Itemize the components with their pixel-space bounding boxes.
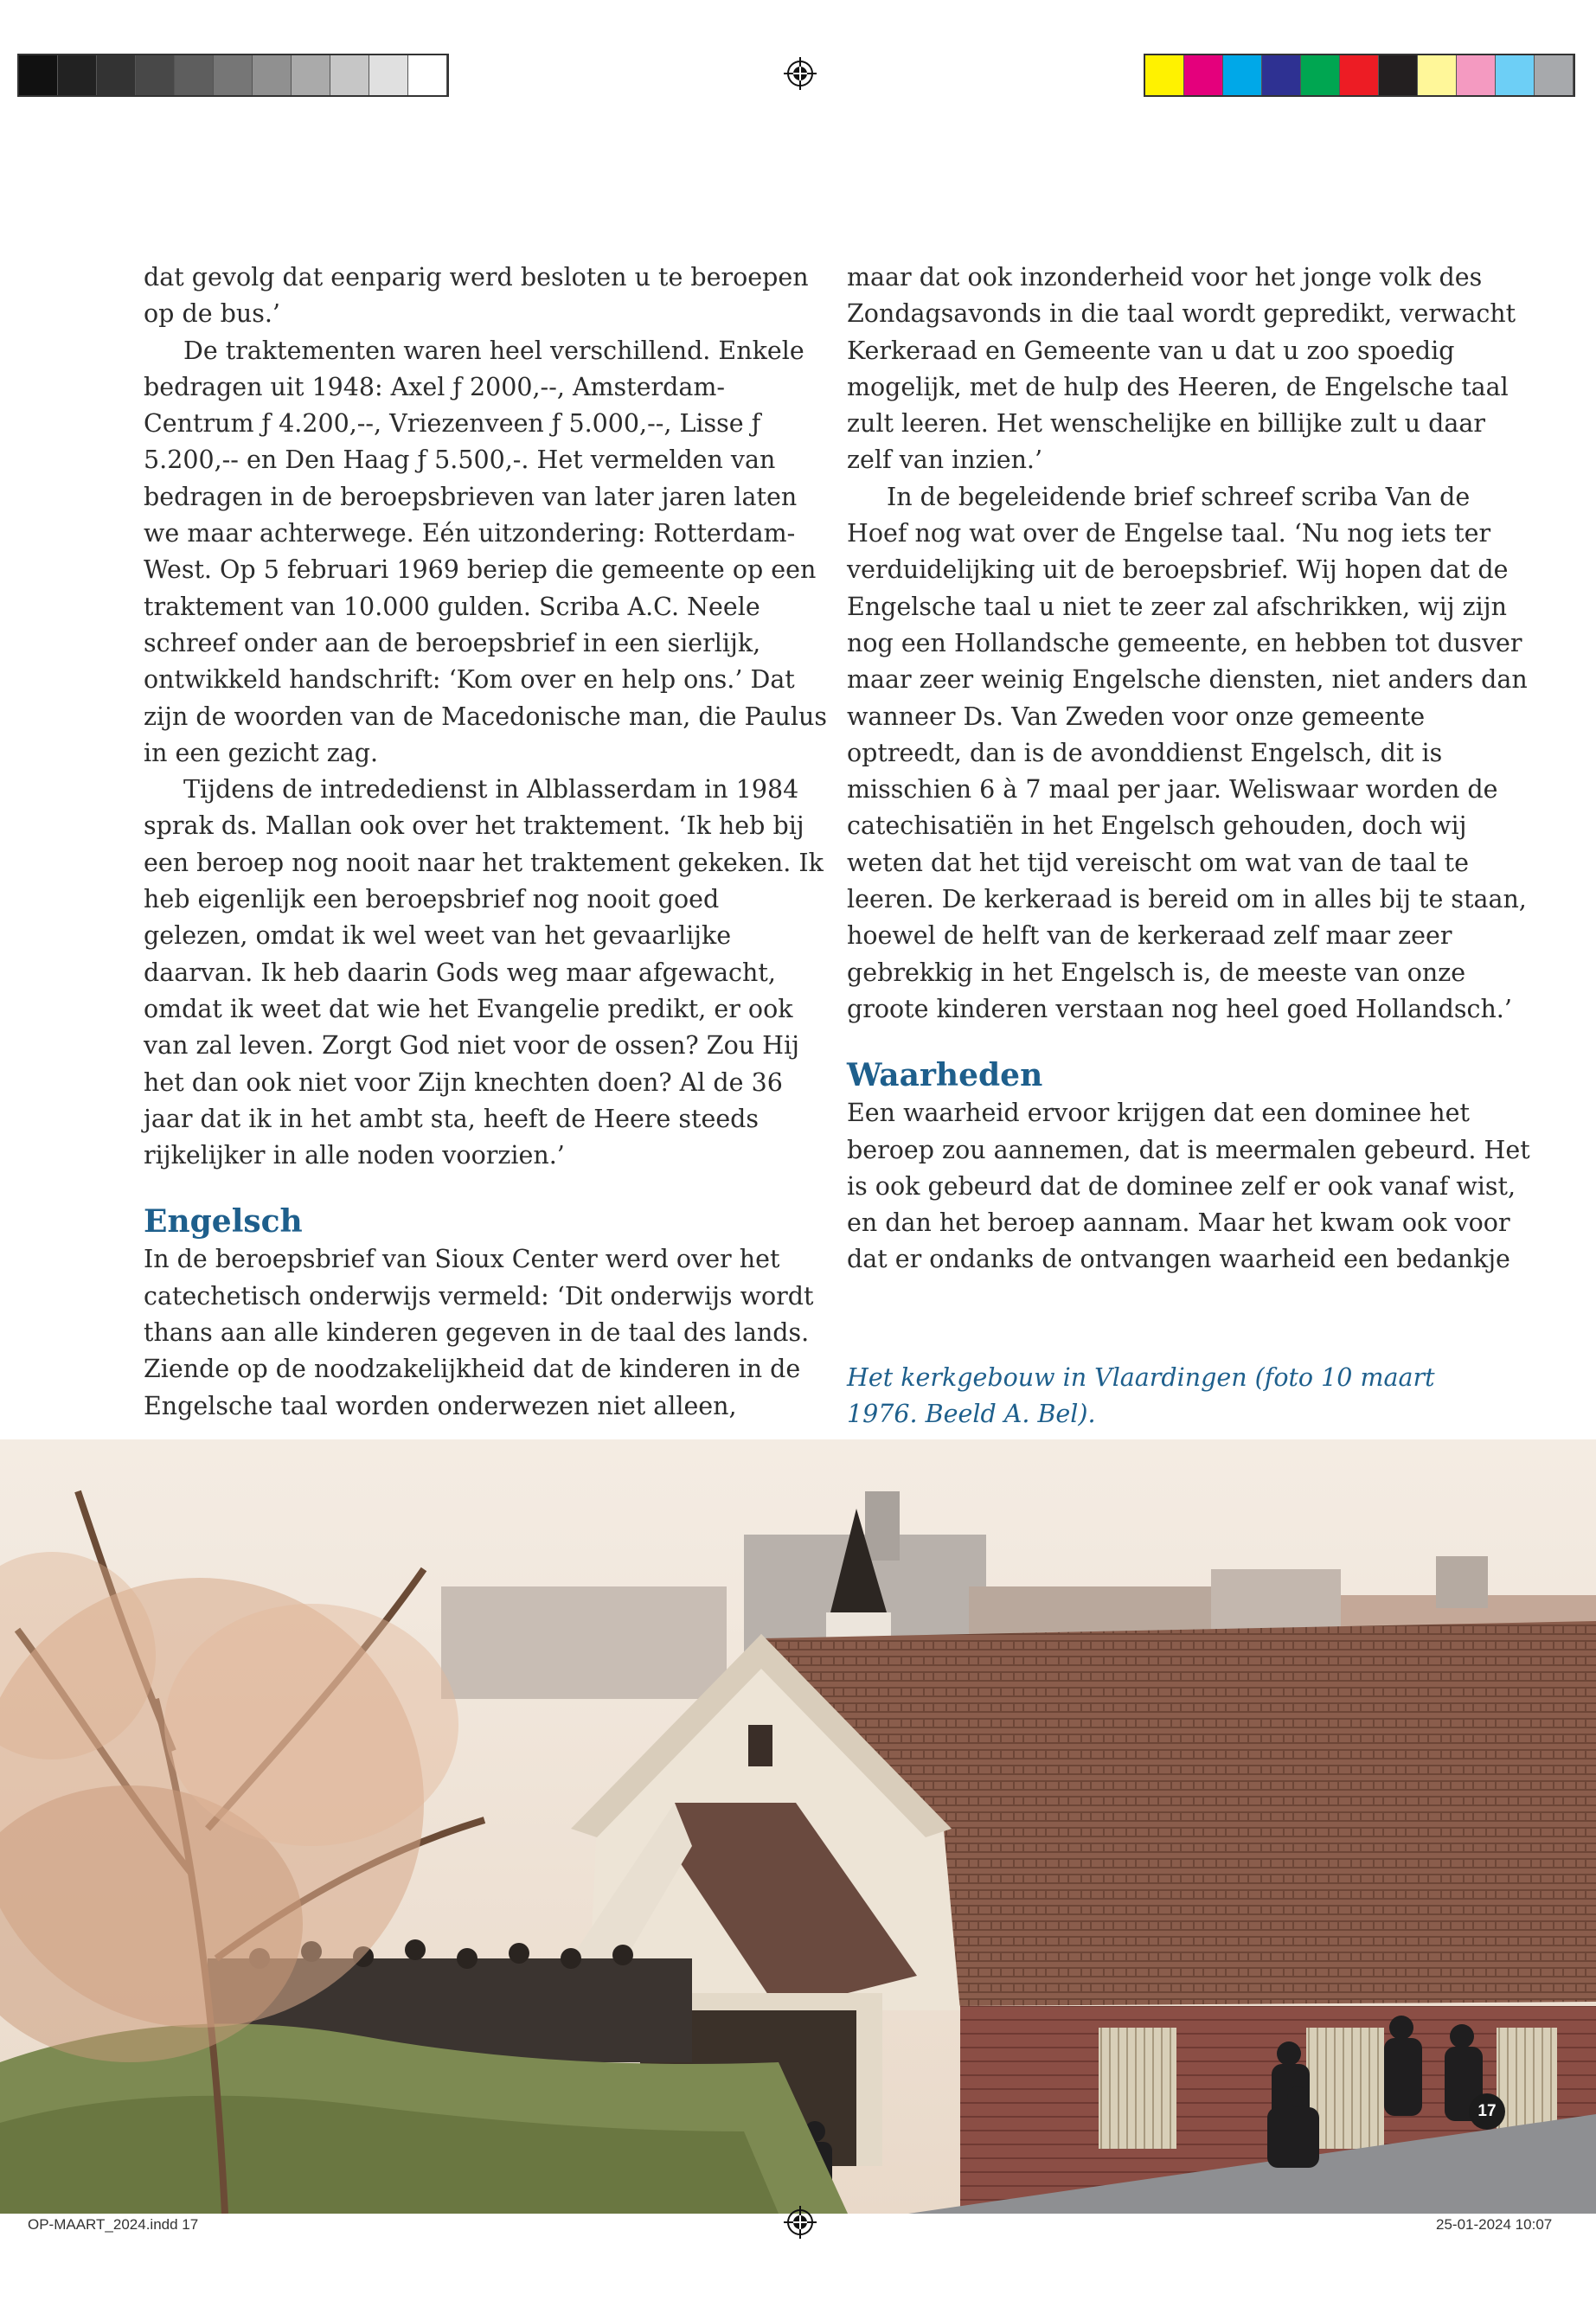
color-swatch — [1496, 55, 1535, 95]
footer-datetime-label: 25-01-2024 10:07 — [1436, 2216, 1553, 2233]
gray-swatch — [292, 55, 330, 95]
color-swatch — [1535, 55, 1574, 95]
gray-swatch — [136, 55, 175, 95]
right-paragraph-2: In de begeleidende brief schreef scriba Van de Hoef nog wat over de Engelse taal. ‘Nu nog iets ter verduidelijking uit de beroepsbrief. Wij hopen dat de Engelsche taal u niet te zeer zal afschrikken, wij zijn nog een Hollandsche gemeente, en hebben tot dusver maar zeer weinig Engelsche diensten, niet anders dan wanneer Ds. Van Zweden voor onze gemeente optreedt, dan is de avonddienst Engelsch, dit is misschien 6 à 7 maal per jaar. Weliswaar worden de catechisatiën in het Engelsch gehouden, doch wij weten dat het tijd vereischt om wat van de taal te leeren. De kerkeraad is bereid om in alles bij te staan, hoewel de helft van de kerkeraad zelf maar zeer gebrekkig in het Engelsch is, de meeste van onze groote kinderen verstaan nog heel goed Hollandsch.’ — [847, 482, 1528, 1023]
gray-swatch — [19, 55, 58, 95]
grayscale-calibration-bar — [17, 54, 449, 97]
right-text-column — [847, 260, 1530, 1279]
color-swatch — [1418, 55, 1457, 95]
page-number-badge: 17 — [1469, 2093, 1505, 2130]
right-paragraph-3: Een waarheid ervoor krijgen dat een dominee het beroep zou aannemen, dat is meermalen gebeurd. Het is ook gebeurd dat de dominee zelf er ook vanaf wist, en dan het beroep aannam. Maar het kwam ook voor dat er ondanks de ontvangen waarheid een bedankje — [847, 1099, 1530, 1274]
footer-file-label: OP-MAART_2024.indd 17 — [28, 2216, 199, 2233]
color-swatch — [1223, 55, 1262, 95]
color-swatch — [1145, 55, 1184, 95]
gray-swatch — [253, 55, 292, 95]
gray-swatch — [58, 55, 97, 95]
color-swatch — [1184, 55, 1223, 95]
section-heading-engelsch: Engelsch — [144, 1203, 303, 1240]
color-swatch — [1301, 55, 1340, 95]
photo-caption: Het kerkgebouw in Vlaardingen (foto 10 maart 1976. Beeld A. Bel). — [847, 1363, 1435, 1428]
color-swatch — [1457, 55, 1496, 95]
left-paragraph-3: Tijdens de intrededienst in Alblasserdam in 1984 sprak ds. Mallan ook over het traktement. ‘Ik heb bij een beroep nog nooit naar het traktement gekeken. Ik heb eigenlijk een beroepsbrief nog nooit goed gelezen, omdat ik wel weet van het gevaarlijke daarvan. Ik heb daarin Gods weg maar afgewacht, omdat ik weet dat wie het Evangelie predikt, er ook van zal leven. Zorgt God niet voor de ossen? Zou Hij het dan ook niet voor Zijn knechten doen? Al de 36 jaar dat ik in het ambt sta, heeft de Heere steeds rijkelijker in alle noden voorzien.’ — [144, 775, 824, 1170]
registration-mark-top-icon — [784, 57, 817, 90]
color-calibration-bar — [1144, 54, 1575, 97]
color-swatch — [1379, 55, 1418, 95]
registration-mark-bottom-icon — [784, 2206, 817, 2239]
gray-swatch — [214, 55, 253, 95]
gray-swatch — [97, 55, 136, 95]
gray-swatch — [369, 55, 408, 95]
gray-swatch — [330, 55, 369, 95]
section-heading-waarheden: Waarheden — [847, 1057, 1043, 1094]
church-photo — [0, 1439, 1596, 2214]
left-paragraph-1: dat gevolg dat eenparig werd besloten u te beroepen op de bus.’ — [144, 263, 809, 329]
left-text-column — [144, 260, 827, 1425]
color-swatch — [1340, 55, 1379, 95]
right-paragraph-1: maar dat ook inzonderheid voor het jonge volk des Zondagsavonds in die taal wordt gepredikt, verwacht Kerkeraad en Gemeente van u dat u zoo spoedig mogelijk, met de hulp des Heeren, de Engelsche taal zult leeren. Het wenschelijke en billijke zult u daar zelf van inzien.’ — [847, 263, 1516, 475]
left-paragraph-4: In de beroepsbrief van Sioux Center werd over het catechetisch onderwijs vermeld: ‘Dit onderwijs wordt thans aan alle kinderen gegeven in de taal des lands. Ziende op de noodzakelijkheid dat de kinderen in de Engelsche taal worden onderwezen niet alleen, — [144, 1245, 814, 1420]
gray-swatch — [408, 55, 447, 95]
left-paragraph-2: De traktementen waren heel verschillend. Enkele bedragen uit 1948: Axel ƒ 2000,--, Amsterdam-Centrum ƒ 4.200,--, Vriezenveen ƒ 5.000,--, Lisse ƒ 5.200,-- en Den Haag ƒ 5.500,-. Het vermelden van bedragen in de beroepsbrieven van later jaren laten we maar achterwege. Eén uitzondering: Rotterdam-West. Op 5 februari 1969 beriep die gemeente op een traktement van 10.000 gulden. Scriba A.C. Neele schreef onder aan de beroepsbrief in een sierlijk, ontwikkeld handschrift: ‘Kom over en help ons.’ Dat zijn de woorden van de Macedonische man, die Paulus in een gezicht zag. — [144, 336, 827, 767]
color-swatch — [1262, 55, 1301, 95]
gray-swatch — [175, 55, 214, 95]
